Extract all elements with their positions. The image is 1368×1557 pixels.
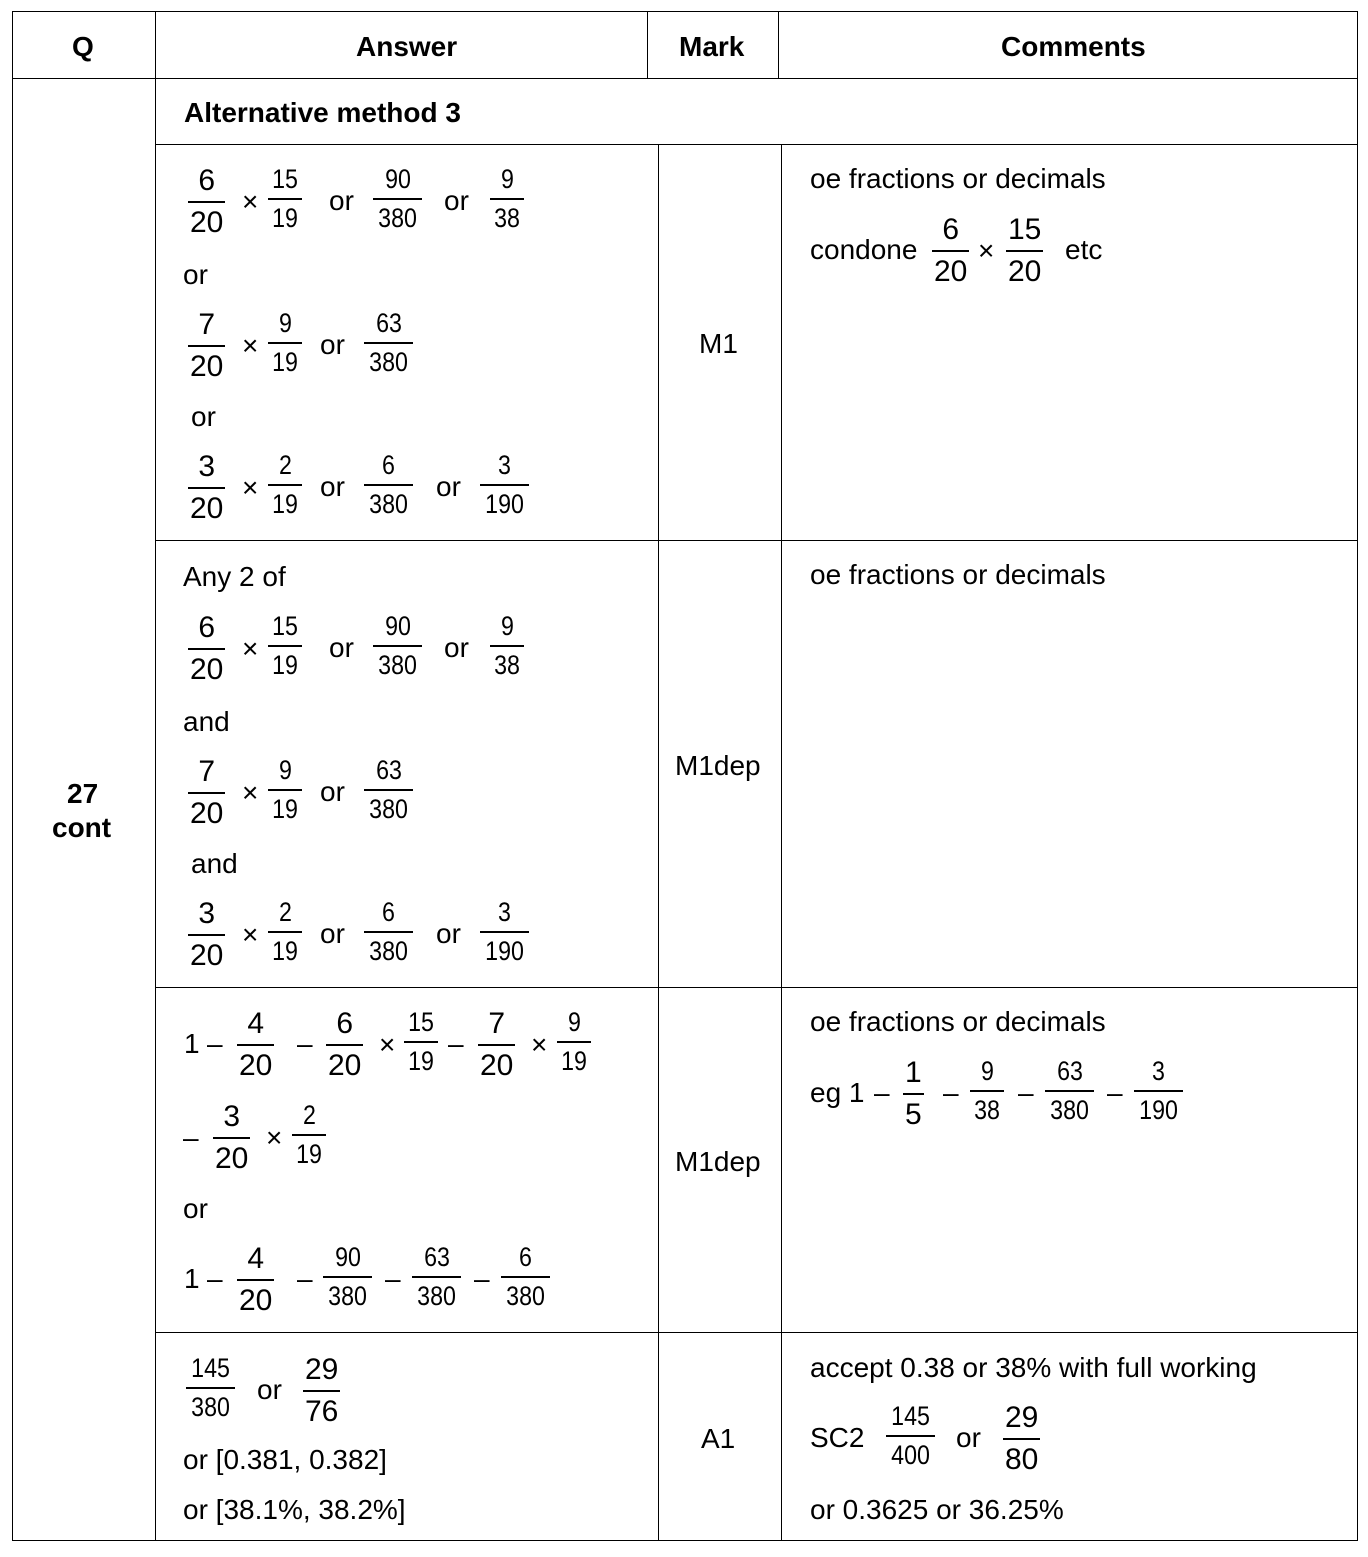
times-sign: × (266, 1122, 283, 1153)
header-comments: Comments (1001, 31, 1146, 62)
row2-bottom-border (155, 987, 1358, 988)
fraction: 63 380 (412, 1244, 461, 1310)
fraction: 7 20 (190, 308, 224, 383)
fraction: 29 76 (305, 1353, 339, 1428)
fraction: 3 190 (480, 899, 529, 965)
times-sign: × (242, 472, 259, 503)
table-top-border (12, 11, 1358, 12)
or-text: or (444, 185, 469, 216)
comment-text: oe fractions or decimals (810, 163, 1106, 194)
fraction: 6 20 (190, 164, 224, 239)
fraction: 145 380 (186, 1355, 235, 1421)
fraction: 6 20 (190, 611, 224, 686)
minus-sign: – (874, 1077, 890, 1108)
fraction: 3 20 (190, 897, 224, 972)
comment-text: oe fractions or decimals (810, 1006, 1106, 1037)
header-mark: Mark (679, 31, 745, 62)
minus-sign: – (943, 1077, 959, 1108)
or-text: or (183, 1193, 208, 1224)
fraction: 2 19 (268, 899, 302, 965)
special-case-label: SC2 (810, 1422, 865, 1453)
alt-method-heading: Alternative method 3 (184, 97, 461, 128)
one-text: 1 (184, 1028, 200, 1059)
fraction: 63 380 (364, 757, 413, 823)
and-text: and (183, 706, 230, 737)
fraction: 9 38 (970, 1058, 1004, 1124)
or-text: or (257, 1374, 282, 1405)
answer-range-percent: or [38.1%, 38.2%] (183, 1494, 406, 1525)
one-text: 1 (184, 1263, 200, 1294)
fraction: 63 380 (1045, 1058, 1094, 1124)
and-text: and (191, 848, 238, 879)
minus-sign: – (1107, 1077, 1123, 1108)
fraction: 1 5 (905, 1056, 922, 1131)
minus-sign: – (207, 1263, 223, 1294)
question-cont: cont (52, 812, 112, 843)
fraction: 2 19 (268, 452, 302, 518)
fraction: 6 20 (934, 213, 968, 288)
times-sign: × (242, 633, 259, 664)
header-bottom-border (12, 78, 1358, 79)
fraction: 9 38 (490, 613, 524, 679)
minus-sign: – (385, 1263, 401, 1294)
or-text: or (191, 401, 216, 432)
answer-mark-border (658, 144, 659, 1541)
fraction: 15 19 (404, 1009, 438, 1075)
or-text: or (320, 329, 345, 360)
mark-value: M1dep (675, 750, 761, 781)
or-text: or (320, 776, 345, 807)
or-text: or (436, 471, 461, 502)
fraction: 6 380 (364, 452, 413, 518)
fraction: 9 19 (268, 310, 302, 376)
or-text: or (320, 918, 345, 949)
fraction: 4 20 (239, 1007, 273, 1082)
times-sign: × (379, 1029, 396, 1060)
table-bottom-border (12, 1540, 1358, 1541)
fraction: 29 80 (1005, 1401, 1039, 1476)
q-column-border (155, 11, 156, 1541)
fraction: 3 190 (480, 452, 529, 518)
fraction: 3 20 (215, 1100, 249, 1175)
fraction: 6 380 (501, 1244, 550, 1310)
minus-sign: – (207, 1028, 223, 1059)
fraction: 9 19 (268, 757, 302, 823)
minus-sign: – (297, 1263, 313, 1294)
mark-value: M1dep (675, 1146, 761, 1177)
or-text: or (956, 1422, 981, 1453)
fraction: 7 20 (480, 1007, 514, 1082)
times-sign: × (531, 1029, 548, 1060)
fraction: 3 190 (1134, 1058, 1183, 1124)
table-right-border (1357, 11, 1358, 1541)
mark-value: M1 (699, 328, 738, 359)
comment-text: condone (810, 234, 918, 265)
minus-sign: – (448, 1028, 464, 1059)
or-text: or (320, 471, 345, 502)
row3-bottom-border (155, 1332, 1358, 1333)
comment-text: eg 1 (810, 1077, 865, 1108)
fraction: 9 38 (490, 166, 524, 232)
fraction: 90 380 (323, 1244, 372, 1310)
header-q: Q (72, 31, 94, 62)
or-text: or (444, 632, 469, 663)
or-text: or (436, 918, 461, 949)
answer-range-decimal: or [0.381, 0.382] (183, 1444, 387, 1475)
fraction: 63 380 (364, 310, 413, 376)
minus-sign: – (1018, 1077, 1034, 1108)
fraction: 15 19 (268, 166, 302, 232)
header-answer: Answer (356, 31, 458, 62)
fraction: 145 400 (886, 1403, 935, 1469)
comment-text: oe fractions or decimals (810, 559, 1106, 590)
times-sign: × (978, 235, 995, 266)
fraction: 2 19 (292, 1102, 326, 1168)
fraction: 7 20 (190, 755, 224, 830)
minus-sign: – (474, 1263, 490, 1294)
mark-comments-border (781, 144, 782, 1541)
times-sign: × (242, 919, 259, 950)
fraction: 4 20 (239, 1242, 273, 1317)
or-text: or (329, 185, 354, 216)
minus-sign: – (297, 1028, 313, 1059)
times-sign: × (242, 330, 259, 361)
fraction: 90 380 (373, 613, 422, 679)
minus-sign: – (183, 1122, 199, 1153)
times-sign: × (242, 777, 259, 808)
row1-bottom-border (155, 540, 1358, 541)
fraction: 3 20 (190, 450, 224, 525)
or-text: or (183, 259, 208, 290)
question-number: 27 (67, 778, 99, 809)
fraction: 15 19 (268, 613, 302, 679)
comment-text: etc (1065, 234, 1103, 265)
any-2-of-text: Any 2 of (183, 561, 286, 592)
fraction: 15 20 (1008, 213, 1042, 288)
alt-heading-bottom-border (155, 144, 1358, 145)
table-left-border (12, 11, 13, 1541)
fraction: 90 380 (373, 166, 422, 232)
or-text: or (329, 632, 354, 663)
comment-text: accept 0.38 or 38% with full working (810, 1352, 1257, 1383)
times-sign: × (242, 186, 259, 217)
fraction: 9 19 (557, 1009, 591, 1075)
mark-value: A1 (701, 1423, 736, 1454)
header-answer-mark-border (647, 11, 648, 78)
comment-text: or 0.3625 or 36.25% (810, 1494, 1064, 1525)
fraction: 6 20 (328, 1007, 362, 1082)
fraction: 6 380 (364, 899, 413, 965)
header-mark-comments-border (778, 11, 779, 78)
